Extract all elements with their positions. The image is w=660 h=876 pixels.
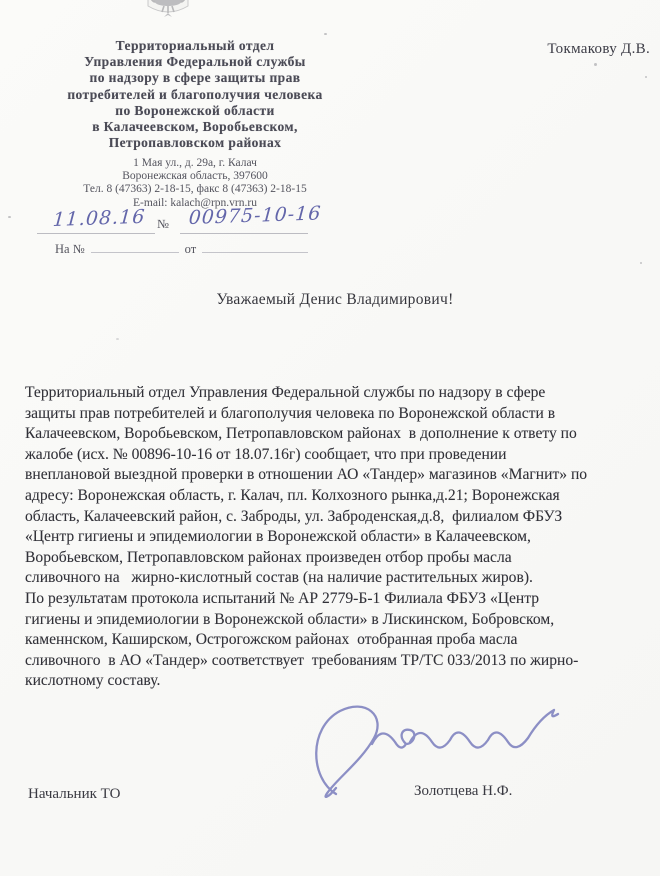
number-sign: № <box>157 217 169 231</box>
body-line: защиты прав потребителей и благополучия человека по Воронежской области в <box>25 404 556 422</box>
outgoing-date-handwritten: 11.08.16 <box>52 205 147 231</box>
body-line: «Центр гигиены и эпидемиологии в Воронежской области» в Калачеевском, <box>25 528 531 546</box>
salutation: Уважаемый Денис Владимирович! <box>216 291 454 308</box>
outgoing-number-handwritten: 00975-10-16 <box>188 202 323 229</box>
reply-prefix-label: На № <box>55 242 85 256</box>
body-line: область, Калачеевский район, с. Заброды, ул. Заброденская,д.8, филиалом ФБУЗ <box>25 507 563 525</box>
org-line: Территориальный отдел <box>115 38 275 53</box>
body-line: сливочного на жирно-кислотный состав (на наличие растительных жиров). <box>25 569 533 587</box>
reply-reference-row <box>55 241 308 257</box>
recipient-name: Токмакову Д.В. <box>547 41 650 57</box>
address-line: 1 Мая ул., д. 29а, г. Калач <box>133 157 257 169</box>
org-line: по надзору в сфере защиты прав <box>89 70 301 86</box>
address-line: E-mail: kalach@rpn.vrn.ru <box>133 196 257 209</box>
org-line: по Воронежской области <box>115 102 275 118</box>
org-line: Петропавловском районах <box>108 135 282 151</box>
reply-from-label: от <box>184 242 197 256</box>
body-line: кислотному составу. <box>25 672 161 690</box>
body-line: адресу: Воронежская область, г. Калач, пл. Колхозного рынка,д.21; Воронежская <box>25 486 560 504</box>
body-line: жалобе (исх. № 00896-10-16 от 18.07.16г) сообщает, что при проведении <box>25 445 507 463</box>
body-line: каменнском, Каширском, Острогожском районах отобранная проба масла <box>25 631 518 649</box>
body-line: гигиены и эпидемиологии в Воронежской области» в Лискинском, Бобровском, <box>25 610 555 628</box>
body-line: Калачеевском, Воробьевском, Петропавловском районах в дополнение к ответу по <box>25 425 577 443</box>
org-line: в Калачеевском, Воробьевском, <box>92 119 298 135</box>
body-line: Территориальный отдел Управления Федеральной службы по надзору в сфере <box>25 384 546 401</box>
reply-date-blank <box>202 241 308 253</box>
body-line: По результатам протокола испытаний № АР 2779-Б-1 Филиала ФБУЗ «Центр <box>25 589 540 607</box>
reply-number-blank <box>91 241 179 253</box>
body-line: внеплановой выездной проверки в отношении АО «Тандер» магазинов «Магнит» по <box>25 466 588 484</box>
russian-coat-of-arms-icon <box>142 0 194 24</box>
address-line: Тел. 8 (47363) 2-18-15, факс 8 (47363) 2-18-15 <box>83 183 307 196</box>
org-line: потребителей и благополучия человека <box>67 86 323 102</box>
number-underline <box>180 232 308 234</box>
signer-name: Золотцева Н.Ф. <box>414 783 513 799</box>
signer-position-title: Начальник ТО <box>28 786 121 802</box>
letterhead-org-block <box>25 38 365 151</box>
org-line: Управления Федеральной службы <box>84 54 306 70</box>
letter-body <box>25 383 653 692</box>
body-line: Воробьевском, Петропавловском районах произведен отбор пробы масла <box>25 548 512 566</box>
body-line: сливочного в АО «Тандер» соответствует требованиям ТР/ТС 033/2013 по жирно- <box>25 651 579 669</box>
date-underline <box>37 232 155 234</box>
address-line: Воронежская область, 397600 <box>122 170 268 183</box>
